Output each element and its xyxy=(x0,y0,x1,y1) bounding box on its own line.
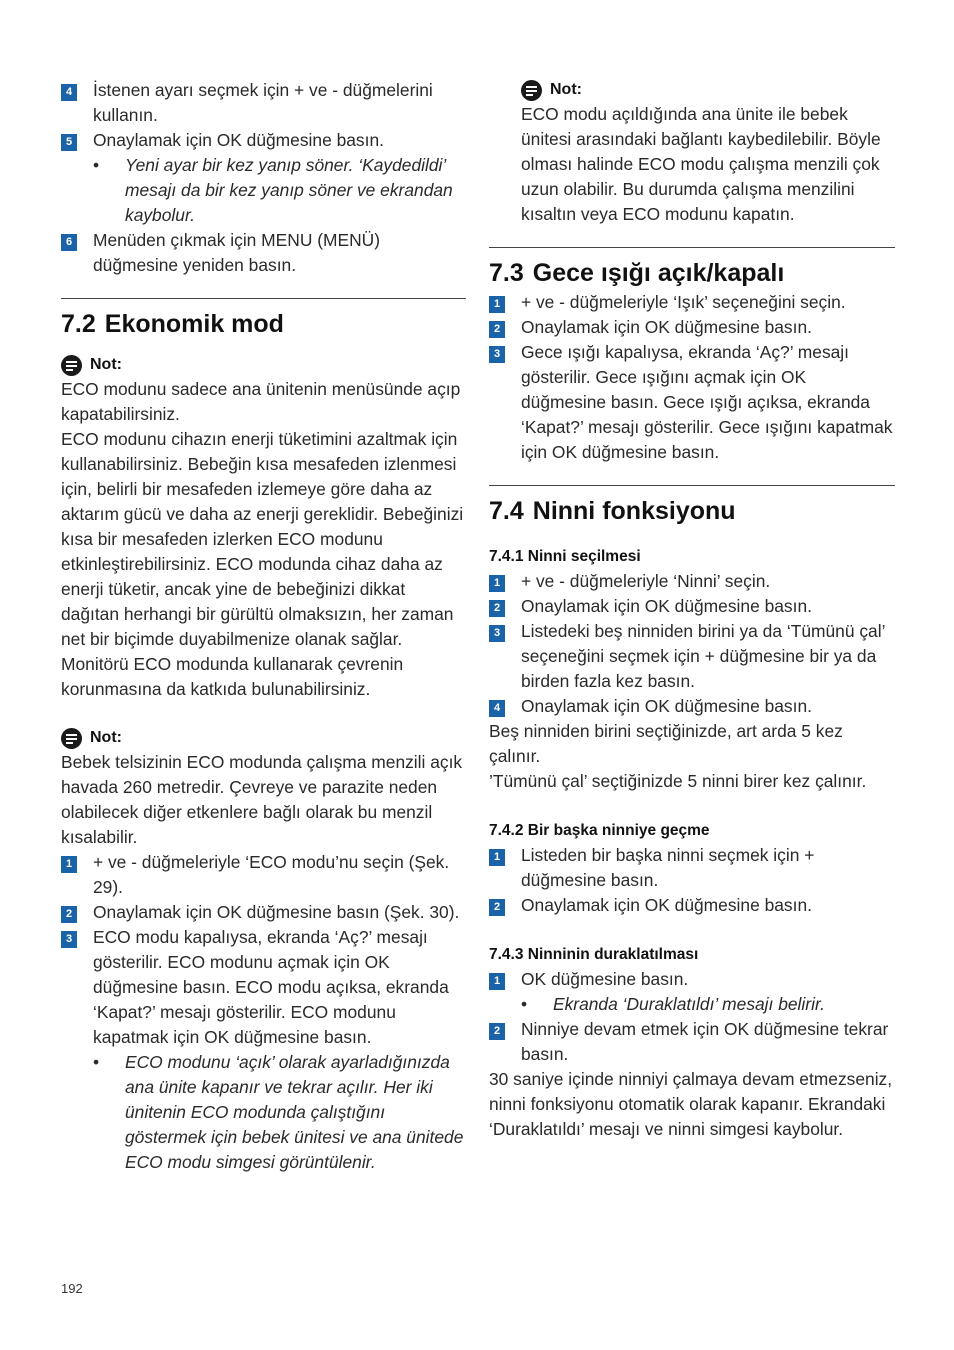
step-number-badge: 2 xyxy=(489,899,505,916)
step-6 xyxy=(61,228,466,278)
subsection-heading: 7.4.2 Bir başka ninniye geçme xyxy=(489,822,710,839)
step-number-badge: 2 xyxy=(489,321,505,338)
note-icon xyxy=(521,80,542,101)
bullet-dot: • xyxy=(521,994,528,1014)
step-text: İstenen ayarı seçmek için + ve - düğmelerini kullanın. xyxy=(93,80,433,125)
subsection-heading: 7.4.3 Ninninin duraklatılması xyxy=(489,946,699,963)
bullet-text: Yeni ayar bir kez yanıp söner. ‘Kaydedildi’ mesajı da bir kez yanıp söner ve ekrandan kaybolur. xyxy=(125,155,453,225)
bullet-text: ECO modunu ‘açık’ olarak ayarladığınızda ana ünite kapanır ve tekrar açılır. Her iki ünitenin ECO modunda çalıştığını göstermek için bebek ünitesi ve ana ünitede ECO modu simgesi görüntülenir. xyxy=(125,1052,464,1172)
step-1 xyxy=(489,290,895,315)
step-text: Listeden bir başka ninni seçmek için + düğmesine basın. xyxy=(521,845,815,890)
bullet-dot: • xyxy=(93,1052,100,1072)
note-label: Not: xyxy=(90,729,122,746)
note-label: Not: xyxy=(550,81,582,98)
note-header xyxy=(489,78,895,102)
step-number-badge: 2 xyxy=(489,600,505,617)
step-2 xyxy=(489,315,895,340)
step-text: Menüden çıkmak için MENU (MENÜ) düğmesine yeniden basın. xyxy=(93,230,381,275)
subsection-heading: 7.4.1 Ninni seçilmesi xyxy=(489,548,641,565)
step-number-badge: 2 xyxy=(61,906,77,923)
step-number-badge: 3 xyxy=(489,346,505,363)
step-text: Ninniye devam etmek için OK düğmesine tekrar basın. xyxy=(521,1019,889,1064)
step-5 xyxy=(61,128,466,153)
step-1 xyxy=(489,569,895,594)
step-text: Onaylamak için OK düğmesine basın. xyxy=(521,596,812,616)
step-3 xyxy=(489,340,895,465)
left-column xyxy=(61,78,466,1175)
step-number-badge: 4 xyxy=(489,700,505,717)
step-text: + ve - düğmeleriyle ‘Işık’ seçeneğini seçin. xyxy=(521,292,846,312)
bullet-note xyxy=(489,992,895,1017)
note-icon xyxy=(61,728,82,749)
section-heading-7-4: 7.4 Ninni fonksiyonu xyxy=(489,497,736,525)
step-text: Gece ışığı kapalıysa, ekranda ‘Aç?’ mesajı gösterilir. Gece ışığını açmak için OK düğmesine basın. Gece ışığı açıksa, ekranda ‘Kapat?’ mesajı gösterilir. Gece ışığını kapatmak için OK düğmesine basın. xyxy=(521,342,893,462)
step-number-badge: 3 xyxy=(489,625,505,642)
step-text: + ve - düğmeleriyle ‘ECO modu’nu seçin (Şek. 29). xyxy=(93,852,450,897)
step-text: Onaylamak için OK düğmesine basın. xyxy=(521,317,812,337)
step-2 xyxy=(489,893,895,918)
bullet-dot: • xyxy=(93,155,100,175)
step-text: Onaylamak için OK düğmesine basın (Şek. 30). xyxy=(93,902,460,922)
step-number-badge: 1 xyxy=(489,973,505,990)
note-text: Bebek telsizinin ECO modunda çalışma menzili açık havada 260 metredir. Çevreye ve parazite neden olabilecek diğer etkenlere bağlı olarak bu menzil kısalabilir. xyxy=(61,752,463,847)
step-2 xyxy=(489,1017,895,1067)
step-number-badge: 1 xyxy=(489,296,505,313)
step-number-badge: 4 xyxy=(61,84,77,101)
step-3 xyxy=(489,619,895,694)
step-1 xyxy=(61,850,466,900)
right-column xyxy=(489,78,895,1142)
step-text: + ve - düğmeleriyle ‘Ninni’ seçin. xyxy=(521,571,771,591)
step-number-badge: 1 xyxy=(61,856,77,873)
paragraph: ’Tümünü çal’ seçtiğinizde 5 ninni birer kez çalınır. xyxy=(489,771,867,791)
paragraph: ECO modunu cihazın enerji tüketimini azaltmak için kullanabilirsiniz. Bebeğin kısa mesafeden izlenmesi için, belirli bir mesafeden izlemeye göre daha az aktarım gücü ve daha az enerji gereklidir. Bebeğinizi kısa bir mesafeden izlerken ECO modunu etkinleştirebilirsiniz. ECO modunda cihaz daha az enerji tüketir, ancak yine de bebeğinizi dikkat dağıtan herhangi bir gürültü olmaksızın, her zaman net bir biçimde duyabilmenize olanak sağlar. Monitörü ECO modunda kullanarak çevrenin korunmasına da katkıda bulunabilirsiniz. xyxy=(61,429,464,699)
step-number-badge: 5 xyxy=(61,134,77,151)
step-4 xyxy=(61,78,466,128)
step-number-badge: 1 xyxy=(489,575,505,592)
step-text: Onaylamak için OK düğmesine basın. xyxy=(521,895,812,915)
paragraph: Beş ninniden birini seçtiğinizde, art arda 5 kez çalınır. xyxy=(489,721,843,766)
step-number-badge: 6 xyxy=(61,234,77,251)
note-header xyxy=(61,726,466,750)
section-heading-7-2: 7.2 Ekonomik mod xyxy=(61,310,284,338)
step-text: Onaylamak için OK düğmesine basın. xyxy=(93,130,384,150)
step-2 xyxy=(61,900,466,925)
step-1 xyxy=(489,843,895,893)
step-text: ECO modu kapalıysa, ekranda ‘Aç?’ mesajı gösterilir. ECO modunu açmak için OK düğmesine basın. ECO modu açıksa, ekranda ‘Kapat?’ mesajı gösterilir. ECO modunu kapatmak için OK düğmesine basın. xyxy=(93,927,449,1047)
bullet-note xyxy=(61,1050,466,1175)
step-text: Onaylamak için OK düğmesine basın. xyxy=(521,696,812,716)
step-text: OK düğmesine basın. xyxy=(521,969,689,989)
section-heading-7-3: 7.3 Gece ışığı açık/kapalı xyxy=(489,259,785,287)
step-text: Listedeki beş ninniden birini ya da ‘Tümünü çal’ seçeneğini seçmek için + düğmesine bir ya da birden fazla kez basın. xyxy=(521,621,885,691)
bullet-note xyxy=(61,153,466,228)
paragraph: 30 saniye içinde ninniyi çalmaya devam etmezseniz, ninni fonksiyonu otomatik olarak kapanır. Ekrandaki ‘Duraklatıldı’ mesajı ve ninni simgesi kaybolur. xyxy=(489,1069,893,1139)
note-icon xyxy=(61,355,82,376)
step-number-badge: 1 xyxy=(489,849,505,866)
step-number-badge: 3 xyxy=(61,931,77,948)
note-text: ECO modunu sadece ana ünitenin menüsünde açıp kapatabilirsiniz. xyxy=(61,379,461,424)
bullet-text: Ekranda ‘Duraklatıldı’ mesajı belirir. xyxy=(553,994,825,1014)
step-3 xyxy=(61,925,466,1050)
step-4 xyxy=(489,694,895,719)
note-text: ECO modu açıldığında ana ünite ile bebek ünitesi arasındaki bağlantı kaybedilebilir. Böyle olması halinde ECO modu çalışma menzili çok uzun olabilir. Bu durumda çalışma menzilini kısaltın veya ECO modunu kapatın. xyxy=(521,104,881,224)
note-label: Not: xyxy=(90,356,122,373)
step-1 xyxy=(489,967,895,992)
step-2 xyxy=(489,594,895,619)
note-header xyxy=(61,353,466,377)
step-number-badge: 2 xyxy=(489,1023,505,1040)
page-number: 192 xyxy=(61,1281,83,1296)
